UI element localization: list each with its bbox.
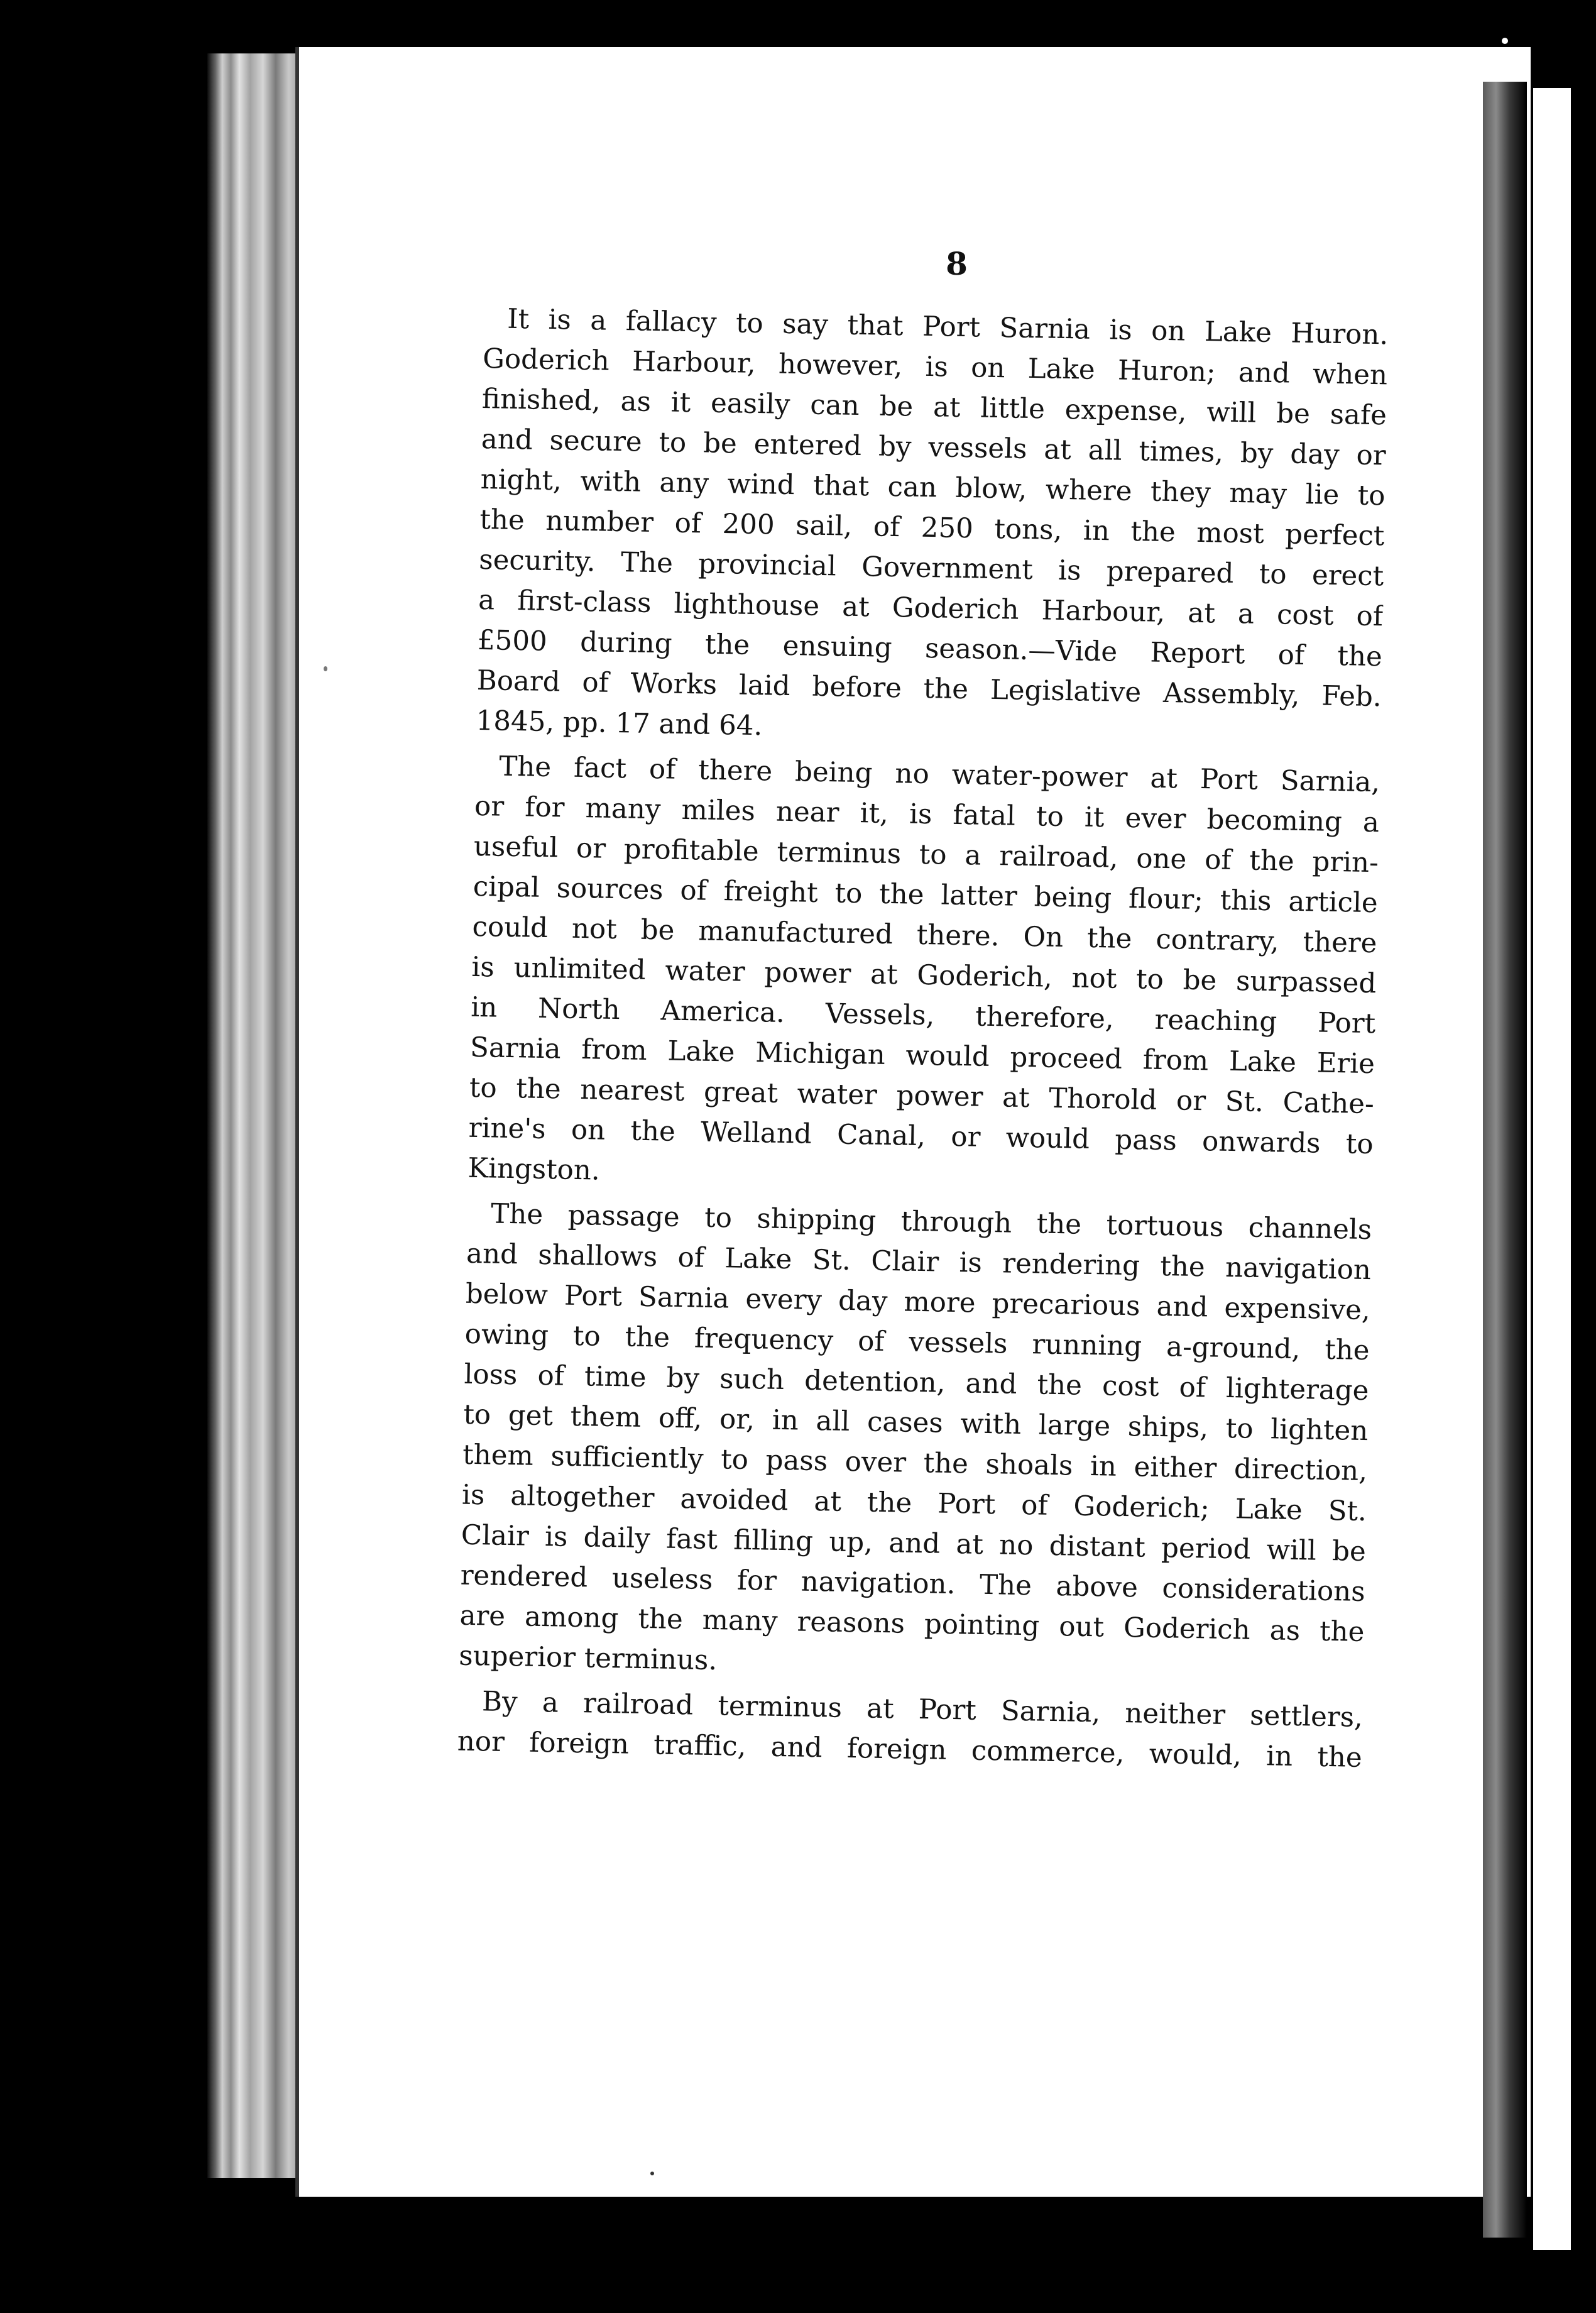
text-line: Sarnia from Lake Michigan would proceed from Lake Erie bbox=[469, 1031, 1375, 1080]
text-line: a first-class lighthouse at Goderich Harbour, at a cost of bbox=[478, 584, 1384, 633]
text-line: could not be manufactured there. On the contrary, there bbox=[472, 911, 1377, 960]
text-line: rine's on the Welland Canal, or would pass onwards to bbox=[468, 1112, 1374, 1161]
text-line: superior terminus. bbox=[458, 1640, 718, 1677]
text-line: By a railroad terminus at Port Sarnia, neither settlers, bbox=[481, 1686, 1364, 1734]
text-line: and secure to be entered by vessels at all times, by day or bbox=[481, 423, 1387, 472]
scan-speck bbox=[113, 13, 119, 21]
text-line: nor foreign traffic, and foreign commerce, would, in the bbox=[457, 1725, 1363, 1774]
scan-speck bbox=[650, 2172, 654, 2175]
gutter-shadow bbox=[1483, 82, 1527, 2238]
scan-speck bbox=[324, 666, 327, 671]
text-line: £500 during the ensuing season.—Vide Report of the bbox=[477, 624, 1383, 673]
text-line: Kingston. bbox=[467, 1152, 601, 1187]
text-line: are among the many reasons pointing out Goderich as the bbox=[459, 1600, 1365, 1649]
text-line: 1845, pp. 17 and 64. bbox=[476, 705, 763, 742]
body-text bbox=[457, 299, 1389, 1783]
text-line: or for many miles near it, is fatal to it ever becoming a bbox=[474, 790, 1380, 839]
next-page-edge bbox=[1533, 88, 1571, 2250]
text-line: below Port Sarnia every day more precarious and expensive, bbox=[465, 1278, 1371, 1327]
text-line: loss of time by such detention, and the cost of lighterage bbox=[464, 1358, 1369, 1407]
text-line: rendered useless for navigation. The above considerations bbox=[460, 1559, 1365, 1608]
paragraph-2 bbox=[467, 746, 1380, 1205]
text-line: owing to the frequency of vessels running a-ground, the bbox=[464, 1318, 1370, 1367]
text-line: Goderich Harbour, however, is on Lake Huron; and when bbox=[482, 343, 1388, 392]
text-line: security. The provincial Government is prepared to erect bbox=[478, 544, 1384, 593]
text-line: The passage to shipping through the tortuous channels bbox=[490, 1198, 1372, 1246]
text-line: to the nearest great water power at Thorold or St. Cathe- bbox=[469, 1072, 1375, 1121]
page-number: 8 bbox=[946, 245, 968, 282]
text-line: and shallows of Lake St. Clair is rendering the navigation bbox=[466, 1238, 1372, 1287]
scan-speck bbox=[1502, 38, 1508, 44]
text-line: useful or profitable terminus to a railroad, one of the prin- bbox=[473, 830, 1379, 879]
text-line: The fact of there being no water-power at Port Sarnia, bbox=[498, 750, 1380, 799]
text-line: is unlimited water power at Goderich, not to be surpassed bbox=[471, 951, 1377, 1000]
text-line: cipal sources of freight to the latter being flour; this article bbox=[473, 871, 1379, 920]
text-line: them sufficiently to pass over the shoals in either direction, bbox=[462, 1439, 1368, 1488]
text-line: is altogether avoided at the Port of Goderich; Lake St. bbox=[461, 1479, 1367, 1528]
text-line: Clair is daily fast filling up, and at no distant period will be bbox=[461, 1519, 1367, 1568]
text-line: It is a fallacy to say that Port Sarnia is on Lake Huron. bbox=[506, 303, 1389, 351]
paragraph-1 bbox=[476, 299, 1389, 757]
text-line: the number of 200 sail, of 250 tons, in the most perfect bbox=[479, 503, 1385, 552]
paragraph-4 bbox=[457, 1681, 1363, 1778]
text-line: to get them off, or, in all cases with large ships, to lighten bbox=[462, 1398, 1369, 1448]
text-line: finished, as it easily can be at little expense, will be safe bbox=[481, 383, 1387, 432]
text-line: night, with any wind that can blow, where they may lie to bbox=[480, 463, 1386, 512]
paragraph-3 bbox=[459, 1194, 1372, 1693]
text-line: Board of Works laid before the Legislative Assembly, Feb. bbox=[476, 664, 1382, 713]
text-line: in North America. Vessels, therefore, reaching Port bbox=[470, 991, 1376, 1040]
